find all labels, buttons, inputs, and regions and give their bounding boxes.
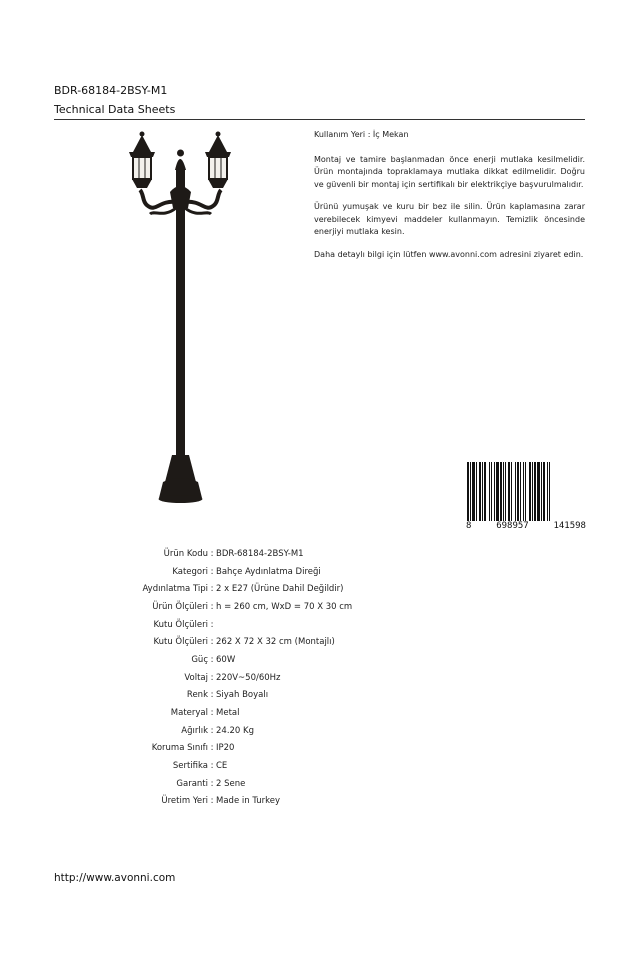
spec-row: [96, 563, 476, 581]
spec-label: Kutu Ölçüleri: [153, 637, 208, 648]
barcode-number: [466, 521, 586, 531]
spec-label: Ağırlık: [181, 725, 208, 736]
spec-row: [96, 722, 476, 740]
lamp-post-image: [120, 130, 244, 505]
spec-value: 2 Sene: [216, 778, 246, 789]
spec-value: Bahçe Aydınlatma Direği: [216, 566, 321, 577]
spec-label: Koruma Sınıfı: [151, 743, 208, 754]
spec-row: [96, 651, 476, 669]
spec-table: [96, 545, 476, 810]
spec-label: Kutu Ölçüleri: [153, 619, 208, 630]
spec-value: 2 x E27 (Ürüne Dahil Değildir): [216, 584, 344, 595]
spec-row: [96, 669, 476, 687]
spec-value: BDR-68184-2BSY-M1: [216, 548, 304, 559]
spec-separator: :: [210, 690, 214, 701]
spec-separator: :: [210, 601, 214, 612]
website-paragraph: Daha detaylı bilgi için lütfen www.avonni.com adresini ziyaret edin.: [314, 249, 584, 259]
spec-label: Ürün Kodu: [163, 548, 208, 559]
spec-separator: :: [210, 654, 214, 665]
spec-value: CE: [216, 761, 228, 772]
spec-separator: :: [210, 778, 214, 789]
spec-row: [96, 545, 476, 563]
spec-value: 262 X 72 X 32 cm (Montajlı): [216, 637, 335, 648]
barcode-digit-right-group: 141598: [553, 521, 586, 531]
barcode-digit-left-group: 698957: [496, 521, 529, 531]
spec-separator: :: [210, 743, 214, 754]
cleaning-paragraph: Ürünü yumuşak ve kuru bir bez ile silin. Ürün kaplamasına zarar verebilecek kimyevi maddeler kullanmayın. Temizlik öncesinde enerjiyi mutlaka kesin.: [314, 202, 585, 236]
spec-row: [96, 598, 476, 616]
spec-label: Güç: [191, 654, 208, 665]
spec-value: 24.20 Kg: [216, 725, 255, 736]
spec-label: Garanti: [176, 778, 208, 789]
spec-row: [96, 616, 476, 634]
spec-separator: :: [210, 672, 214, 683]
spec-separator: :: [210, 619, 214, 630]
website-link[interactable]: http://www.avonni.com: [54, 872, 176, 884]
info-panel: [314, 129, 585, 271]
spec-separator: :: [210, 725, 214, 736]
spec-label: Aydınlatma Tipi: [142, 584, 208, 595]
header-divider: [54, 119, 585, 120]
spec-label: Kategori: [172, 566, 208, 577]
spec-label: Voltaj: [184, 672, 208, 683]
spec-value: h = 260 cm, WxD = 70 X 30 cm: [216, 601, 353, 612]
spec-separator: :: [210, 708, 214, 719]
document-subtitle: Technical Data Sheets: [54, 103, 176, 116]
spec-label: Materyal: [170, 708, 208, 719]
spec-separator: :: [210, 761, 214, 772]
spec-value: 60W: [216, 654, 236, 665]
spec-value: Siyah Boyalı: [216, 690, 269, 701]
spec-row: [96, 633, 476, 651]
spec-value: Made in Turkey: [216, 796, 280, 807]
spec-separator: :: [210, 548, 214, 559]
spec-separator: :: [210, 796, 214, 807]
spec-row: [96, 757, 476, 775]
barcode-digit-lead: 8: [466, 521, 472, 531]
spec-row: [96, 775, 476, 793]
product-code-heading: BDR-68184-2BSY-M1: [54, 84, 168, 97]
spec-row: [96, 687, 476, 705]
safety-paragraph: Montaj ve tamire başlanmadan önce enerji mutlaka kesilmelidir. Ürün montajında topraklamaya mutlaka dikkat edilmelidir. Doğru ve güvenli bir montaj için sertifikalı bir elektrikçiye başvurulmalıdır.: [314, 154, 585, 189]
spec-row: [96, 704, 476, 722]
spec-row: [96, 580, 476, 598]
spec-row: [96, 740, 476, 758]
spec-separator: :: [210, 637, 214, 648]
spec-label: Renk: [186, 690, 208, 701]
spec-value: 220V~50/60Hz: [216, 672, 281, 683]
spec-label: Ürün Ölçüleri: [152, 601, 208, 612]
spec-separator: :: [210, 566, 214, 577]
spec-label: Üretim Yeri: [161, 796, 208, 807]
usage-location: Kullanım Yeri : İç Mekan: [314, 130, 409, 139]
spec-value: Metal: [216, 708, 240, 719]
spec-separator: :: [210, 584, 214, 595]
spec-label: Sertifika: [172, 761, 208, 772]
spec-row: [96, 793, 476, 811]
spec-value: IP20: [216, 743, 235, 754]
